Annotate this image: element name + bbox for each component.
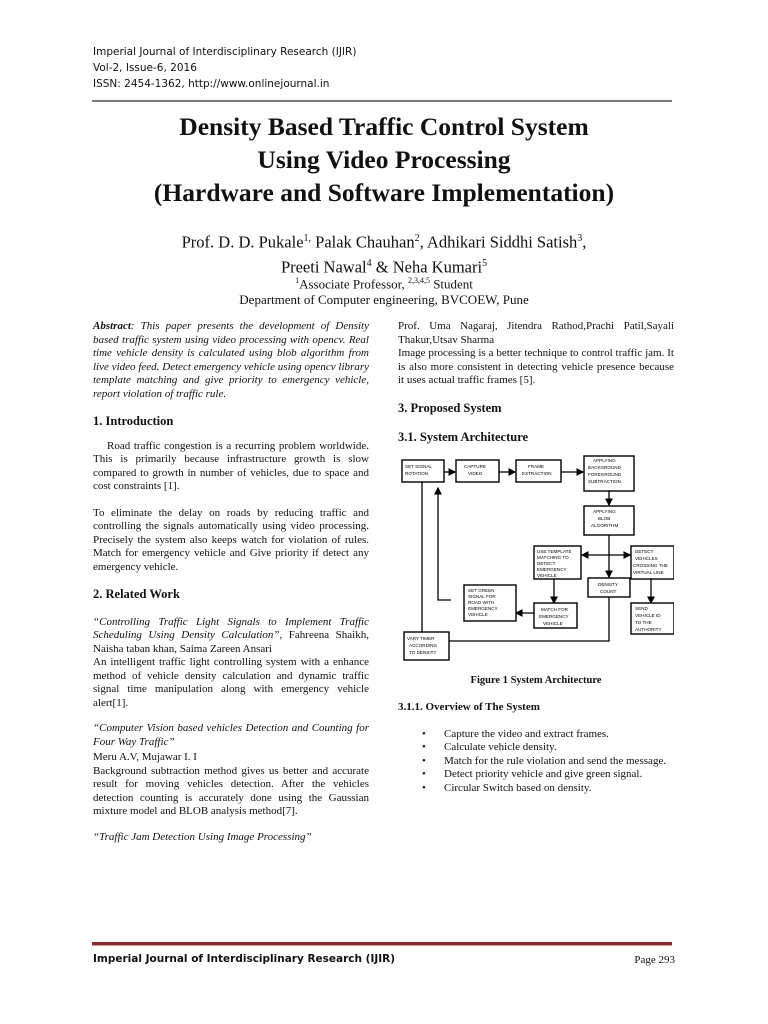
bullet-5: • — [422, 781, 426, 794]
overview-item — [398, 728, 674, 742]
box-template-l1: USE TEMPLATE — [537, 548, 572, 554]
bullet-2: • — [422, 741, 426, 753]
box-send-l2: VEHICLE ID — [635, 612, 661, 618]
overview-item-text: Match for the rule violation and send the message. — [444, 754, 667, 767]
svg-text:VEHICLE — [537, 573, 557, 578]
box-bgsub-l2: BACKGROUND — [588, 464, 621, 470]
overview-item-text: Circular Switch based on density. — [444, 781, 592, 794]
svg-text:VEHICLE ID — [635, 613, 661, 618]
box-green-l3: ROAD WITH — [468, 599, 495, 605]
svg-text:AUTHORITY — [635, 627, 662, 632]
svg-text:VARY TIMER — [407, 636, 435, 641]
author-3: , Adhikari Siddhi Satish — [419, 232, 578, 252]
author-3-tail: , — [582, 232, 587, 252]
box-capture-l1: CAPTURE — [464, 463, 486, 469]
bullet-3: • — [422, 754, 426, 767]
svg-text:VEHICLES — [635, 556, 658, 561]
journal-header — [93, 44, 356, 92]
box-blob-l3: ALGORITHM — [591, 522, 619, 528]
intro-heading: 1. Introduction — [93, 414, 174, 428]
svg-text:FRAME — [528, 464, 544, 469]
svg-text:DETECT — [635, 549, 654, 554]
box-vary-l2: ACCORDING — [409, 642, 438, 648]
svg-text:CROSSING THE — [633, 563, 668, 568]
svg-text:BLOB — [598, 516, 610, 521]
box-bgsub-l1: APPLYING — [593, 457, 616, 463]
related-ref-1-text: An intelligent traffic light controlling system with a enhance method of vehicle density calculation and dynamic traffic signal time manipulation along with emergency vehicle alert[1]. — [93, 656, 369, 709]
related-ref-2-text: Background subtraction method gives us better and accurate result for moving vehicles detection. After the vehicles detection counting is accurately done using the Gaussian mixture model and BLOB analysis method[7]. — [93, 764, 369, 817]
right-ref-authors: Prof. Uma Nagaraj, Jitendra Rathod,Prachi Patil,Sayali Thakur,Utsav Sharma — [398, 320, 674, 346]
right-ref-text: Image processing is a better technique to control traffic jam. It is also more consistent in detecting vehicle presence because it uses actual traffic frames [5]. — [398, 347, 674, 386]
box-vary-l1: VARY TIMER — [407, 635, 435, 641]
overview-item — [398, 782, 674, 796]
intro-paragraph-2: To eliminate the delay on roads by reducing traffic and controlling the signals automatically using video processing. Precisely the system also keeps watch for violation of rules. Match for emergency vehicle and Give priority if detect any emergency vehicle. — [93, 506, 369, 573]
affil-sup-1: 1 — [295, 276, 300, 285]
svg-text:ROAD WITH — [468, 600, 494, 605]
box-green-l4: EMERGENCY — [468, 605, 498, 611]
box-blob-l1: APPLYING — [593, 508, 616, 514]
svg-text:ALGORITHM — [591, 523, 618, 528]
box-bgsub-l3: FOREGROUND — [588, 471, 622, 477]
svg-text:CAPTURE — [464, 464, 486, 469]
box-detect-l2: VEHICLES — [635, 555, 658, 561]
svg-text:EMERGENCY — [539, 614, 569, 619]
paper-title — [40, 110, 728, 209]
author-5: & Neha Kumari — [371, 257, 483, 276]
author-2: Palak Chauhan — [311, 232, 415, 252]
proposed-heading: 3. Proposed System — [398, 400, 502, 415]
box-match-l2: EMERGENCY — [539, 613, 569, 619]
svg-text:COUNT — [600, 589, 617, 594]
svg-text:ROTATION — [405, 471, 428, 476]
svg-text:SIGNAL FOR — [468, 594, 496, 599]
author-2-sup: 2 — [414, 233, 420, 244]
author-1: Prof. D. D. Pukale — [181, 232, 304, 252]
author-4-sup: 4 — [366, 257, 372, 269]
overview-item — [398, 755, 674, 769]
page-footer — [93, 953, 675, 965]
overview-item-text: Capture the video and extract frames. — [444, 727, 609, 740]
affil-sup-2: 2,3,4,5 — [407, 276, 430, 285]
overview-item — [398, 741, 674, 755]
box-frame-l2: EXTRACTION — [522, 470, 552, 476]
related-ref-1 — [93, 616, 369, 657]
box-density-l1: DENSITY — [598, 581, 618, 587]
header-rule — [92, 100, 672, 102]
box-density-l2: COUNT — [600, 588, 617, 594]
svg-text:DETECT — [537, 561, 556, 566]
abstract-label: Abstract — [93, 320, 131, 332]
svg-text:VIRTUAL LINE — [633, 570, 664, 575]
svg-text:SET SIGNAL — [405, 464, 432, 469]
box-template-l2: MATCHING TO — [537, 554, 569, 560]
box-vary-l3: TO DENSITY — [409, 649, 437, 655]
title-line-2: Using Video Processing — [257, 145, 511, 174]
svg-text:VIDEO — [468, 471, 483, 476]
overview-heading: 3.1.1. Overview of The System — [398, 701, 540, 713]
related-ref-1-authors: , Fahreena Shaikh, Naisha taban khan, Saima Zareen Ansari — [93, 629, 369, 655]
intro-paragraph-1: Road traffic congestion is a recurring problem worldwide. This is primarily because infrastructure growth is slow compared to growth in number of vehicles, due to space and cost constraints [1]. — [93, 439, 369, 492]
svg-text:FOREGROUND — [588, 472, 622, 477]
related-ref-3-title: “Traffic Jam Detection Using Image Processing” — [93, 830, 312, 843]
box-match-l1: MATCH FOR — [541, 606, 568, 612]
author-3-sup: 3 — [577, 233, 583, 244]
svg-text:SET GREEN — [468, 588, 494, 593]
left-column — [93, 320, 369, 844]
architecture-heading: 3.1. System Architecture — [398, 430, 529, 444]
svg-text:SEND — [635, 606, 648, 611]
box-bgsub-l4: SUBTRACTION — [588, 478, 621, 484]
affil-role-1: Associate Professor, — [299, 276, 408, 292]
svg-text:TO THE — [635, 620, 652, 625]
affil-role-2: Student — [429, 276, 473, 292]
svg-text:EXTRACTION — [522, 471, 552, 476]
svg-text:MATCHING TO — [537, 555, 569, 560]
svg-text:VEHICLE — [543, 621, 563, 626]
architecture-diagram-svg — [398, 455, 674, 665]
box-capture-l2: VIDEO — [468, 470, 483, 476]
box-template-l4: EMERGENCY — [537, 566, 567, 572]
box-detect-l4: VIRTUAL LINE — [633, 569, 664, 575]
svg-text:APPLYING — [593, 509, 616, 514]
box-green-l2: SIGNAL FOR — [468, 593, 496, 599]
box-green-l5: VEHICLE — [468, 611, 488, 617]
affiliation — [40, 273, 728, 308]
bullet-4: • — [422, 768, 426, 780]
author-4: Preeti Nawal — [280, 257, 367, 276]
journal-issn: ISSN: 2454-1362, http://www.onlinejournal.in — [93, 78, 330, 90]
footer-journal: Imperial Journal of Interdisciplinary Research (IJIR) — [93, 953, 396, 965]
title-line-1: Density Based Traffic Control System — [179, 112, 589, 141]
box-match-l3: VEHICLE — [543, 620, 563, 626]
related-ref-1-title: “Controlling Traffic Light Signals to Implement Traffic Scheduling Using Density Calculation” — [93, 615, 369, 641]
journal-name: Imperial Journal of Interdisciplinary Research (IJIR) — [93, 46, 357, 58]
related-ref-2-title: “Computer Vision based vehicles Detection and Counting for Four Way Traffic” — [93, 722, 369, 748]
related-heading: 2. Related Work — [93, 587, 180, 601]
svg-text:USE TEMPLATE — [537, 549, 572, 554]
box-send-l3: TO THE — [635, 619, 652, 625]
svg-text:EMERGENCY — [468, 606, 498, 611]
svg-text:BACKGROUND — [588, 465, 622, 470]
page-number: Page 293 — [634, 954, 675, 966]
author-5-sup: 5 — [482, 257, 488, 269]
box-set-signal-l2: ROTATION — [405, 470, 429, 476]
journal-volume: Vol-2, Issue-6, 2016 — [93, 62, 197, 74]
svg-text:TO DENSITY — [409, 650, 436, 655]
box-template-l3: DETECT — [537, 560, 556, 566]
box-frame-l1: FRAME — [528, 463, 545, 469]
svg-text:EMERGENCY — [537, 567, 567, 572]
related-ref-2-authors: Meru A.V, Mujawar I. I — [93, 751, 197, 763]
svg-text:VEHICLE — [468, 612, 488, 617]
footer-rule — [92, 942, 672, 946]
box-green-l1: SET GREEN — [468, 587, 495, 593]
title-line-3: (Hardware and Software Implementation) — [153, 178, 615, 207]
architecture-diagram — [398, 455, 674, 665]
overview-item-text: Calculate vehicle density. — [444, 741, 557, 753]
box-detect-l1: DETECT — [635, 548, 654, 554]
box-blob-l2: BLOB — [598, 515, 611, 521]
svg-text:DENSITY — [598, 582, 618, 587]
box-send-l4: AUTHORITY — [635, 626, 662, 632]
svg-text:ACCORDING — [409, 643, 438, 648]
overview-list — [398, 728, 674, 796]
svg-text:SUBTRACTION — [588, 479, 621, 484]
abstract-text: : This paper presents the development of Density based traffic system using video processing with opencv. Real time vehicle density is calculated using blob algorithm from live video feed. Detect emergency vehicle using opencv library template matching and give priority to emergency vehicle, report violation of traffic rule. — [93, 320, 369, 400]
bullet-1: • — [422, 727, 426, 740]
figure-caption: Figure 1 System Architecture — [470, 674, 602, 686]
overview-item — [398, 768, 674, 782]
author-list — [40, 228, 728, 277]
box-template-l5: VEHICLE — [537, 572, 557, 578]
svg-text:MATCH FOR — [541, 607, 569, 612]
box-detect-l3: CROSSING THE — [633, 562, 668, 568]
overview-item-text: Detect priority vehicle and give green signal. — [444, 768, 643, 780]
box-set-signal-l1: SET SIGNAL — [405, 463, 432, 469]
box-send-l1: SEND — [635, 605, 648, 611]
affil-department: Department of Computer engineering, BVCOEW, Pune — [239, 292, 529, 308]
svg-text:APPLYING — [593, 458, 616, 463]
author-1-sup: 1, — [303, 233, 312, 244]
right-column — [398, 320, 674, 795]
abstract — [93, 320, 369, 401]
